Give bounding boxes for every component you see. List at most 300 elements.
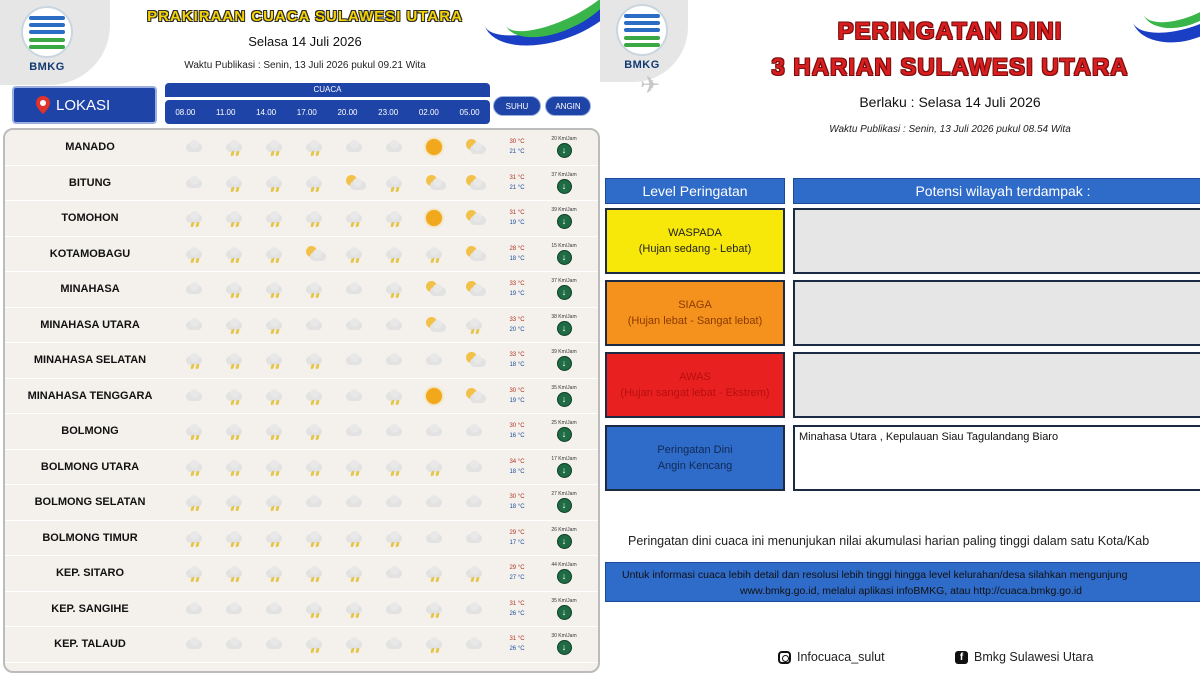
location-name: KEP. TALAUD	[54, 638, 126, 651]
warning-level-desc: Angin Kencang	[657, 460, 733, 472]
temp-max: 29 °C	[509, 529, 525, 536]
warning-published: Waktu Publikasi : Senin, 13 Juli 2026 pukul 08.54 Wita	[829, 124, 1071, 135]
wind-direction-icon: ↓	[557, 250, 572, 265]
facebook-icon: f	[955, 651, 968, 664]
temperature	[495, 244, 539, 264]
wind	[539, 278, 589, 300]
drizzle-icon	[304, 350, 326, 370]
weather-icons	[175, 208, 495, 228]
drizzle-icon	[344, 457, 366, 477]
drizzle-icon	[424, 457, 446, 477]
wind-speed: 38 Km/Jam	[551, 313, 577, 320]
location-name: BOLMONG SELATAN	[34, 496, 146, 509]
bmkg-logo-text: BMKG	[624, 59, 660, 71]
partly-cloudy-icon	[464, 386, 486, 406]
instagram-handle[interactable]	[778, 650, 885, 664]
wind	[539, 562, 589, 584]
location-name: BOLMONG TIMUR	[42, 531, 138, 544]
partly-cloudy-icon	[304, 244, 326, 264]
wind-speed: 27 Km/Jam	[551, 491, 577, 498]
cloudy-icon	[304, 315, 326, 335]
temp-max: 31 °C	[509, 600, 525, 607]
temp-min: 18 °C	[509, 362, 525, 369]
forecast-row	[5, 308, 598, 344]
temp-min: 19 °C	[509, 220, 525, 227]
forecast-row	[5, 521, 598, 557]
warning-level-desc: (Hujan lebat - Sangat lebat)	[627, 315, 763, 327]
location-name: KEP. SITARO	[55, 567, 125, 580]
warning-title-line2: 3 HARIAN SULAWESI UTARA	[771, 54, 1129, 81]
cloudy-icon	[184, 386, 206, 406]
wind-speed: 25 Km/Jam	[551, 420, 577, 427]
wind-direction-icon: ↓	[557, 143, 572, 158]
location-name: MANADO	[65, 141, 115, 154]
cloudy-icon	[384, 315, 406, 335]
partly-cloudy-icon	[464, 244, 486, 264]
weather-icons	[175, 599, 495, 619]
forecast-table	[3, 128, 600, 673]
sunny-icon	[424, 386, 446, 406]
wind-speed: 44 Km/Jam	[551, 562, 577, 569]
drizzle-icon	[264, 137, 286, 157]
cloudy-icon	[424, 421, 446, 441]
temp-min: 21 °C	[509, 184, 525, 191]
drizzle-icon	[384, 386, 406, 406]
drizzle-icon	[304, 208, 326, 228]
cloudy-icon	[344, 492, 366, 512]
airplane-icon: ✈	[640, 72, 661, 99]
area-column-header: Potensi wilayah terdampak :	[793, 178, 1200, 204]
temperature	[495, 421, 539, 441]
affected-area: Minahasa Utara , Kepulauan Siau Tagulandang Biaro	[793, 425, 1200, 491]
cloudy-icon	[344, 350, 366, 370]
drizzle-icon	[184, 208, 206, 228]
temp-max: 31 °C	[509, 174, 525, 181]
temperature	[495, 563, 539, 583]
temp-max: 33 °C	[509, 352, 525, 359]
temp-min: 19 °C	[509, 397, 525, 404]
drizzle-icon	[384, 279, 406, 299]
temp-max: 30 °C	[509, 494, 525, 501]
cloudy-icon	[384, 350, 406, 370]
weather-icons	[175, 563, 495, 583]
wind	[539, 349, 589, 371]
cloudy-icon	[464, 421, 486, 441]
drizzle-icon	[264, 528, 286, 548]
sunny-icon	[424, 137, 446, 157]
cloudy-icon	[344, 137, 366, 157]
temp-max: 30 °C	[509, 139, 525, 146]
wind-speed: 20 Km/Jam	[551, 136, 577, 143]
info-line-1: Untuk informasi cuaca lebih detail dan resolusi lebih tinggi hingga level kelurahan/desa silahkan mengunjung	[622, 569, 1128, 581]
cloudy-icon	[384, 421, 406, 441]
warning-level-name: Peringatan Dini	[657, 444, 733, 456]
drizzle-icon	[264, 350, 286, 370]
drizzle-icon	[304, 634, 326, 654]
weather-icons	[175, 492, 495, 512]
weather-icons	[175, 421, 495, 441]
wind	[539, 172, 589, 194]
instagram-label: Infocuaca_sulut	[797, 650, 885, 664]
wind-speed: 39 Km/Jam	[551, 207, 577, 214]
cloudy-icon	[264, 634, 286, 654]
forecast-row	[5, 201, 598, 237]
drizzle-icon	[344, 208, 366, 228]
forecast-row	[5, 627, 598, 663]
location-name: BOLMONG	[61, 425, 119, 438]
hour-label: 05.00	[459, 107, 480, 117]
cloudy-icon	[464, 492, 486, 512]
wind-direction-icon: ↓	[557, 463, 572, 478]
temp-min: 18 °C	[509, 468, 525, 475]
temperature	[495, 457, 539, 477]
cloudy-icon	[344, 279, 366, 299]
temp-header-label: SUHU	[505, 101, 529, 111]
drizzle-icon	[184, 244, 206, 264]
wind-direction-icon: ↓	[557, 498, 572, 513]
info-bar	[605, 562, 1200, 602]
wind-speed: 37 Km/Jam	[551, 278, 577, 285]
drizzle-icon	[264, 208, 286, 228]
drizzle-icon	[464, 315, 486, 335]
temperature	[495, 350, 539, 370]
drizzle-icon	[224, 315, 246, 335]
temp-min: 18 °C	[509, 504, 525, 511]
forecast-row	[5, 166, 598, 202]
drizzle-icon	[224, 528, 246, 548]
temp-max: 30 °C	[509, 423, 525, 430]
temperature	[495, 386, 539, 406]
wind-speed: 15 Km/Jam	[551, 242, 577, 249]
drizzle-icon	[384, 244, 406, 264]
cloudy-icon	[344, 421, 366, 441]
wind-speed: 37 Km/Jam	[551, 171, 577, 178]
drizzle-icon	[184, 421, 206, 441]
temperature	[495, 279, 539, 299]
forecast-row	[5, 450, 598, 486]
location-header	[12, 86, 157, 124]
temperature	[495, 528, 539, 548]
location-name: MINAHASA TENGGARA	[27, 389, 153, 402]
temp-max: 29 °C	[509, 565, 525, 572]
weather-header: CUACA	[165, 83, 490, 97]
temp-min: 19 °C	[509, 291, 525, 298]
location-name: MINAHASA SELATAN	[33, 354, 147, 367]
drizzle-icon	[304, 173, 326, 193]
forecast-published: Waktu Publikasi : Senin, 13 Juli 2026 pukul 09.21 Wita	[184, 60, 426, 71]
drizzle-icon	[264, 279, 286, 299]
warning-title-line1: PERINGATAN DINI	[837, 18, 1063, 45]
temperature	[495, 599, 539, 619]
drizzle-icon	[264, 244, 286, 264]
temp-max: 34 °C	[509, 458, 525, 465]
temp-min: 17 °C	[509, 539, 525, 546]
drizzle-icon	[224, 421, 246, 441]
location-name: MINAHASA UTARA	[40, 318, 140, 331]
partly-cloudy-icon	[464, 279, 486, 299]
warning-level-name: AWAS	[679, 371, 711, 383]
wind-direction-icon: ↓	[557, 392, 572, 407]
drizzle-icon	[304, 279, 326, 299]
cloudy-icon	[464, 457, 486, 477]
warning-level-name: WASPADA	[668, 227, 722, 239]
weather-icons	[175, 457, 495, 477]
cloudy-icon	[464, 599, 486, 619]
drizzle-icon	[304, 599, 326, 619]
location-name: KOTAMOBAGU	[49, 247, 131, 260]
temp-max: 28 °C	[509, 245, 525, 252]
drizzle-icon	[224, 350, 246, 370]
forecast-row	[5, 414, 598, 450]
drizzle-icon	[424, 634, 446, 654]
hour-label: 11.00	[216, 107, 236, 117]
drizzle-icon	[424, 563, 446, 583]
forecast-row	[5, 272, 598, 308]
bmkg-logo	[15, 6, 79, 78]
drizzle-icon	[464, 563, 486, 583]
warning-level-box	[605, 425, 785, 491]
temp-header	[493, 96, 541, 116]
bmkg-logo	[610, 4, 674, 76]
weather-icons	[175, 350, 495, 370]
temp-min: 26 °C	[509, 646, 525, 653]
partly-cloudy-icon	[464, 208, 486, 228]
weather-icons	[175, 528, 495, 548]
drizzle-icon	[304, 457, 326, 477]
drizzle-icon	[304, 563, 326, 583]
instagram-icon	[778, 651, 791, 664]
drizzle-icon	[264, 315, 286, 335]
drizzle-icon	[424, 244, 446, 264]
cloudy-icon	[184, 315, 206, 335]
drizzle-icon	[384, 528, 406, 548]
temp-min: 20 °C	[509, 326, 525, 333]
drizzle-icon	[224, 137, 246, 157]
temp-max: 33 °C	[509, 281, 525, 288]
wind-speed: 35 Km/Jam	[551, 597, 577, 604]
drizzle-icon	[224, 208, 246, 228]
wind	[539, 491, 589, 513]
hour-label: 08.00	[175, 107, 196, 117]
cloudy-icon	[424, 350, 446, 370]
weather-icons	[175, 386, 495, 406]
forecast-row	[5, 592, 598, 628]
drizzle-icon	[224, 173, 246, 193]
cloudy-icon	[464, 634, 486, 654]
temp-max: 33 °C	[509, 316, 525, 323]
drizzle-icon	[224, 279, 246, 299]
wind-direction-icon: ↓	[557, 179, 572, 194]
temperature	[495, 315, 539, 335]
cloudy-icon	[184, 599, 206, 619]
wind-direction-icon: ↓	[557, 285, 572, 300]
wind-direction-icon: ↓	[557, 214, 572, 229]
cloudy-icon	[384, 137, 406, 157]
drizzle-icon	[264, 457, 286, 477]
affected-area	[793, 352, 1200, 418]
temp-max: 30 °C	[509, 387, 525, 394]
wind-speed: 39 Km/Jam	[551, 349, 577, 356]
wind	[539, 385, 589, 407]
wind	[539, 314, 589, 336]
warning-level-box	[605, 280, 785, 346]
wind-speed: 35 Km/Jam	[551, 384, 577, 391]
bmkg-emblem-icon	[21, 6, 73, 58]
drizzle-icon	[344, 634, 366, 654]
temp-min: 27 °C	[509, 575, 525, 582]
forecast-row	[5, 130, 598, 166]
partly-cloudy-icon	[424, 173, 446, 193]
warning-level-box	[605, 352, 785, 418]
temperature	[495, 492, 539, 512]
hour-label: 14.00	[256, 107, 277, 117]
wind	[539, 633, 589, 655]
partly-cloudy-icon	[424, 279, 446, 299]
hour-label: 17.00	[296, 107, 317, 117]
level-column-header: Level Peringatan	[605, 178, 785, 204]
wind	[539, 243, 589, 265]
drizzle-icon	[424, 599, 446, 619]
affected-area	[793, 208, 1200, 274]
location-pin-icon	[36, 96, 50, 114]
temp-min: 21 °C	[509, 149, 525, 156]
facebook-handle[interactable]	[955, 650, 1094, 664]
forecast-row	[5, 343, 598, 379]
hour-label: 02.00	[418, 107, 439, 117]
wind-direction-icon: ↓	[557, 605, 572, 620]
temperature	[495, 208, 539, 228]
drizzle-icon	[264, 173, 286, 193]
temperature	[495, 137, 539, 157]
forecast-row	[5, 379, 598, 415]
wind-speed: 30 Km/Jam	[551, 633, 577, 640]
drizzle-icon	[384, 208, 406, 228]
cloudy-icon	[224, 634, 246, 654]
wind-direction-icon: ↓	[557, 534, 572, 549]
warning-valid-date: Berlaku : Selasa 14 Juli 2026	[859, 94, 1041, 110]
drizzle-icon	[304, 137, 326, 157]
cloudy-icon	[384, 599, 406, 619]
cloudy-icon	[344, 386, 366, 406]
drizzle-icon	[384, 173, 406, 193]
drizzle-icon	[224, 244, 246, 264]
drizzle-icon	[304, 421, 326, 441]
wind-speed: 17 Km/Jam	[551, 455, 577, 462]
hours-header	[165, 100, 490, 124]
wind	[539, 598, 589, 620]
drizzle-icon	[384, 457, 406, 477]
cloudy-icon	[464, 528, 486, 548]
temperature	[495, 634, 539, 654]
cloudy-icon	[304, 492, 326, 512]
sunny-icon	[424, 208, 446, 228]
location-name: MINAHASA	[60, 283, 120, 296]
wind-header-label: ANGIN	[555, 101, 581, 111]
location-name: BOLMONG UTARA	[40, 460, 140, 473]
cloudy-icon	[184, 173, 206, 193]
weather-icons	[175, 173, 495, 193]
temperature	[495, 173, 539, 193]
drizzle-icon	[344, 528, 366, 548]
drizzle-icon	[224, 386, 246, 406]
weather-icons	[175, 279, 495, 299]
cloudy-icon	[424, 492, 446, 512]
partly-cloudy-icon	[344, 173, 366, 193]
wind-speed: 26 Km/Jam	[551, 526, 577, 533]
drizzle-icon	[344, 244, 366, 264]
partly-cloudy-icon	[464, 350, 486, 370]
temp-min: 26 °C	[509, 610, 525, 617]
drizzle-icon	[184, 350, 206, 370]
drizzle-icon	[184, 492, 206, 512]
cloudy-icon	[184, 137, 206, 157]
temp-min: 18 °C	[509, 255, 525, 262]
forecast-title: PRAKIRAAN CUACA SULAWESI UTARA	[147, 8, 463, 25]
forecast-date: Selasa 14 Juli 2026	[248, 34, 362, 49]
wind	[539, 527, 589, 549]
info-line-2: www.bmkg.go.id, melalui aplikasi infoBMKG, atau http://cuaca.bmkg.go.id	[740, 585, 1082, 597]
warning-level-name: SIAGA	[678, 299, 712, 311]
warning-panel	[600, 0, 1200, 675]
warning-note: Peringatan dini cuaca ini menunjukan nilai akumulasi harian paling tinggi dalam satu Kota/Kab	[628, 534, 1150, 548]
weather-icons	[175, 315, 495, 335]
cloudy-icon	[384, 563, 406, 583]
bmkg-logo-text: BMKG	[29, 61, 65, 73]
affected-area	[793, 280, 1200, 346]
location-name: BITUNG	[68, 176, 112, 189]
cloudy-icon	[224, 599, 246, 619]
drizzle-icon	[264, 563, 286, 583]
weather-icons	[175, 634, 495, 654]
drizzle-icon	[344, 563, 366, 583]
partly-cloudy-icon	[464, 137, 486, 157]
drizzle-icon	[224, 457, 246, 477]
drizzle-icon	[224, 492, 246, 512]
drizzle-icon	[344, 599, 366, 619]
drizzle-icon	[264, 421, 286, 441]
forecast-row	[5, 556, 598, 592]
temp-max: 31 °C	[509, 210, 525, 217]
wind-direction-icon: ↓	[557, 640, 572, 655]
cloudy-icon	[384, 492, 406, 512]
warning-level-box	[605, 208, 785, 274]
drizzle-icon	[184, 563, 206, 583]
cloudy-icon	[424, 528, 446, 548]
drizzle-icon	[184, 528, 206, 548]
warning-level-desc: (Hujan sangat lebat - Ekstrem)	[620, 387, 770, 399]
cloudy-icon	[384, 634, 406, 654]
drizzle-icon	[264, 386, 286, 406]
weather-icons	[175, 137, 495, 157]
drizzle-icon	[304, 386, 326, 406]
location-header-label: LOKASI	[56, 96, 111, 114]
wind-direction-icon: ↓	[557, 356, 572, 371]
cloudy-icon	[184, 279, 206, 299]
drizzle-icon	[184, 457, 206, 477]
facebook-label: Bmkg Sulawesi Utara	[974, 650, 1094, 664]
partly-cloudy-icon	[424, 315, 446, 335]
temp-min: 16 °C	[509, 433, 525, 440]
wind-direction-icon: ↓	[557, 427, 572, 442]
cloudy-icon	[264, 599, 286, 619]
weather-icons	[175, 244, 495, 264]
forecast-row	[5, 485, 598, 521]
cloudy-icon	[184, 634, 206, 654]
forecast-row	[5, 237, 598, 273]
drizzle-icon	[264, 492, 286, 512]
partly-cloudy-icon	[464, 173, 486, 193]
warning-level-desc: (Hujan sedang - Lebat)	[638, 243, 752, 255]
